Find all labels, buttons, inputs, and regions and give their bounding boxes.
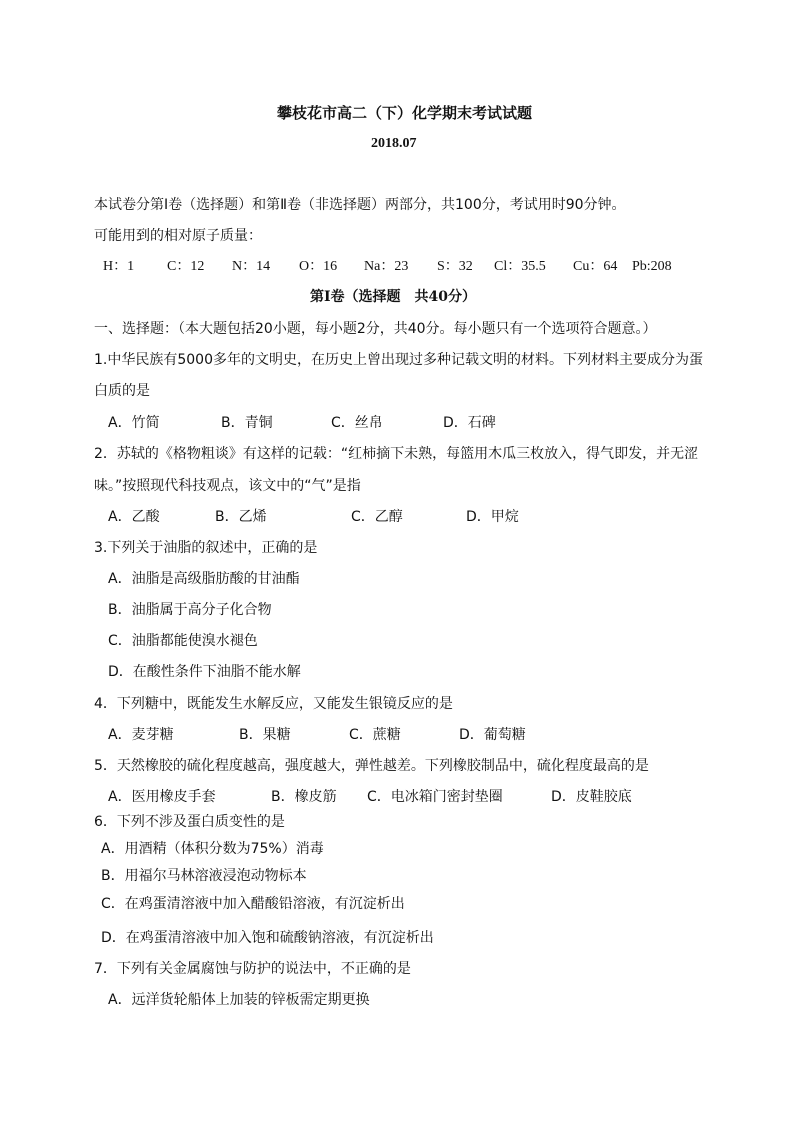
question-1-stem-cont: 白质的是 bbox=[94, 383, 150, 399]
question-5-stem: 5．天然橡胶的硫化程度越高，强度越大，弹性越差。下列橡胶制品中，硫化程度最高的是 bbox=[94, 758, 649, 774]
atom-pb: Pb:208 bbox=[632, 259, 672, 274]
atomic-mass-list bbox=[0, 257, 794, 277]
question-6-stem: 6．下列不涉及蛋白质变性的是 bbox=[94, 814, 285, 830]
option: D．皮鞋胶底 bbox=[551, 789, 632, 805]
atom-na: Na：23 bbox=[364, 259, 409, 274]
question-7-stem: 7．下列有关金属腐蚀与防护的说法中，不正确的是 bbox=[94, 961, 411, 977]
question-5-options bbox=[0, 787, 794, 807]
question-4-options bbox=[0, 725, 794, 745]
atomic-mass-label: 可能用到的相对原子质量： bbox=[94, 228, 262, 244]
option: A．乙酸 bbox=[108, 509, 160, 525]
question-3-option-a: A．油脂是高级脂肪酸的甘油酯 bbox=[108, 571, 300, 587]
question-1-options bbox=[0, 413, 794, 433]
exam-date: 2018.07 bbox=[371, 136, 417, 151]
option: B．橡皮筋 bbox=[271, 789, 337, 805]
question-3-stem: 3.下列关于油脂的叙述中，正确的是 bbox=[94, 540, 318, 556]
question-6-option-d: D．在鸡蛋清溶液中加入饱和硫酸钠溶液，有沉淀析出 bbox=[101, 930, 434, 946]
atom-n: N：14 bbox=[232, 259, 271, 274]
option: A．竹简 bbox=[108, 415, 160, 431]
option: B．乙烯 bbox=[215, 509, 267, 525]
atom-s: S：32 bbox=[437, 259, 473, 274]
atom-c: C：12 bbox=[167, 259, 205, 274]
option: C．蔗糖 bbox=[349, 727, 401, 743]
option: D．石碑 bbox=[443, 415, 496, 431]
atom-cu: Cu：64 bbox=[573, 259, 618, 274]
atom-o: O：16 bbox=[299, 259, 338, 274]
question-7-option-a: A．远洋货轮船体上加装的锌板需定期更换 bbox=[108, 992, 370, 1008]
option: A．医用橡皮手套 bbox=[108, 789, 216, 805]
section-instruction: 一、选择题：（本大题包括20小题，每小题2分，共40分。每小题只有一个选项符合题意。） bbox=[94, 321, 657, 337]
option: B．果糖 bbox=[239, 727, 291, 743]
section-heading: 第Ⅰ卷（选择题 共40分） bbox=[310, 289, 477, 305]
question-2-stem-cont: 味。”按照现代科技观点，该文中的“气”是指 bbox=[94, 478, 361, 494]
question-3-option-d: D．在酸性条件下油脂不能水解 bbox=[108, 664, 301, 680]
question-1-stem: 1.中华民族有5000多年的文明史，在历史上曾出现过多种记载文明的材料。下列材料主要成分为蛋 bbox=[94, 352, 703, 368]
option: A．麦芽糖 bbox=[108, 727, 174, 743]
option: D．甲烷 bbox=[466, 509, 519, 525]
question-6-option-c: C．在鸡蛋清溶液中加入醋酸铅溶液，有沉淀析出 bbox=[101, 896, 405, 912]
question-3-option-c: C．油脂都能使溴水褪色 bbox=[108, 633, 258, 649]
intro-line: 本试卷分第Ⅰ卷（选择题）和第Ⅱ卷（非选择题）两部分，共100分，考试用时90分钟。 bbox=[94, 197, 626, 213]
option: D．葡萄糖 bbox=[459, 727, 526, 743]
question-6-option-b: B．用福尔马林溶液浸泡动物标本 bbox=[101, 868, 307, 884]
option: C．乙醇 bbox=[351, 509, 403, 525]
question-2-stem: 2．苏轼的《格物粗谈》有这样的记载：“红柿摘下未熟，每篮用木瓜三枚放入，得气即发，并无涩 bbox=[94, 446, 699, 462]
question-2-options bbox=[0, 507, 794, 527]
question-6-option-a: A．用酒精（体积分数为75%）消毒 bbox=[101, 841, 324, 857]
atom-cl: Cl：35.5 bbox=[494, 259, 546, 274]
exam-title: 攀枝花市高二（下）化学期末考试试题 bbox=[277, 104, 533, 122]
question-3-option-b: B．油脂属于高分子化合物 bbox=[108, 602, 272, 618]
option: C．丝帛 bbox=[331, 415, 383, 431]
atom-h: H：1 bbox=[103, 259, 135, 274]
question-4-stem: 4．下列糖中，既能发生水解反应，又能发生银镜反应的是 bbox=[94, 696, 453, 712]
option: B．青铜 bbox=[221, 415, 273, 431]
option: C．电冰箱门密封垫圈 bbox=[367, 789, 503, 805]
